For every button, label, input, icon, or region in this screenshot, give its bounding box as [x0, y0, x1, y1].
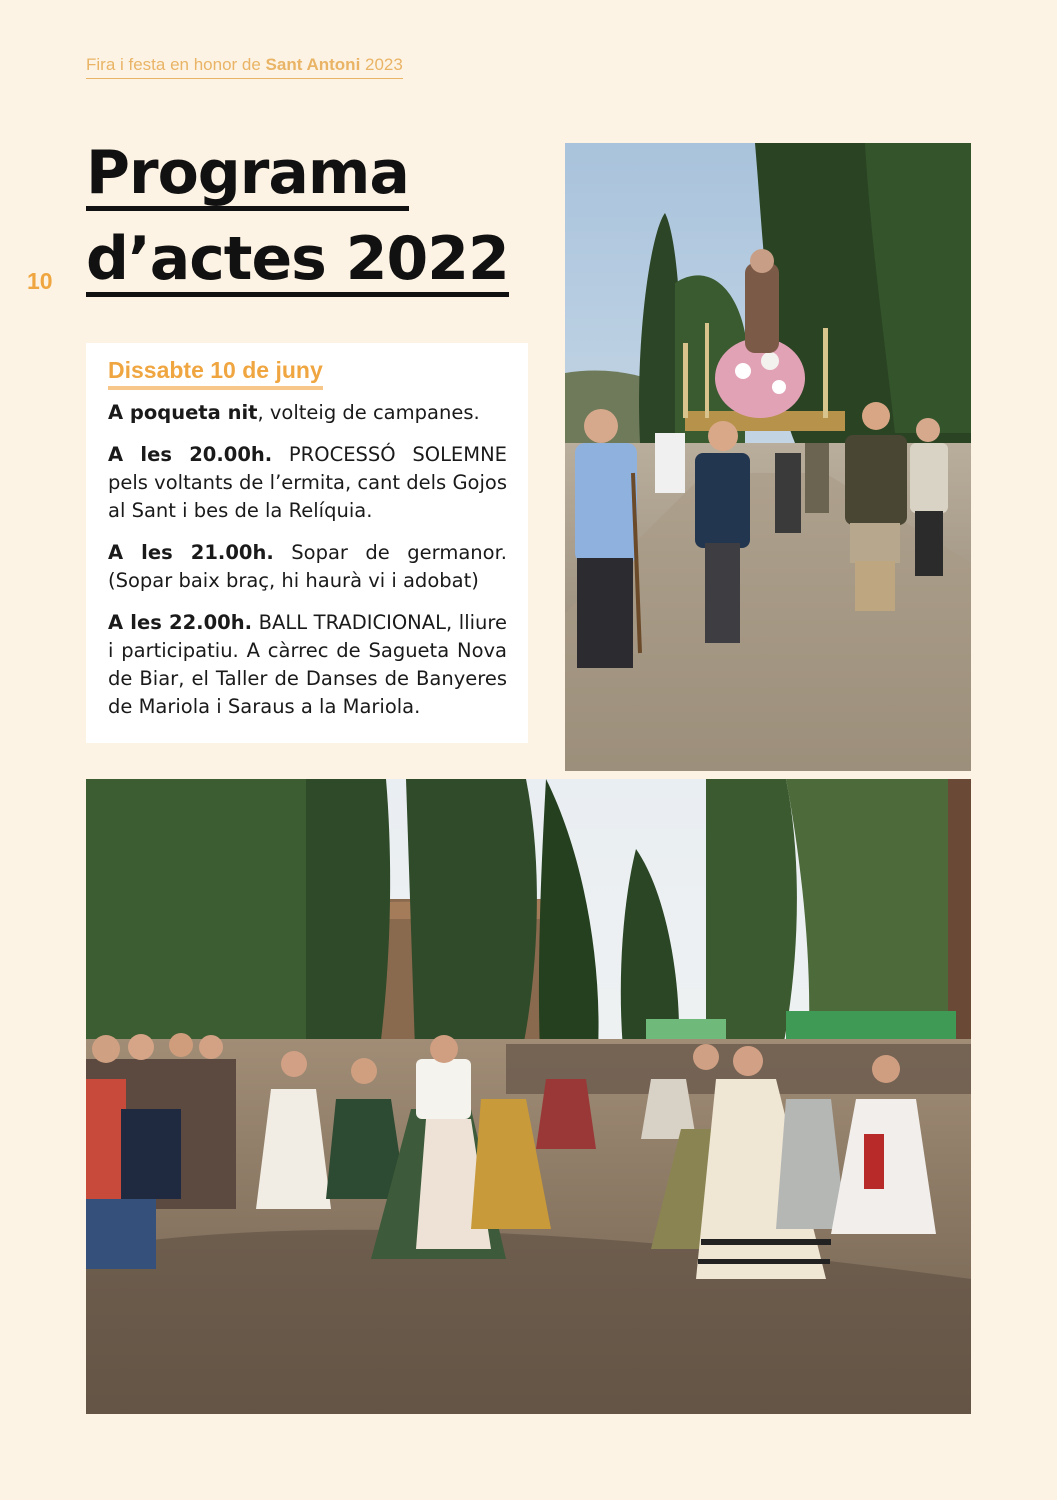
event-time: A les 22.00h.: [108, 611, 252, 634]
event-time: A les 20.00h.: [108, 443, 273, 466]
day-heading: Dissabte 10 de juny: [108, 357, 323, 390]
event-text: Sopar de germanor. (Sopar baix braç, hi haurà vi i adobat): [108, 541, 507, 592]
event-text: PROCESSÓ SOLEMNE pels voltants de l’ermita, cant dels Gojos al Sant i bes de la Relíquia.: [108, 443, 507, 522]
dance-photo-illustration: [86, 779, 971, 1414]
event-time: A poqueta nit: [108, 401, 258, 424]
page-title: [86, 134, 509, 306]
event-text: BALL TRADICIONAL, lliure i participatiu. A càrrec de Sagueta Nova de Biar, el Taller de Danses de Banyeres de Mariola i Saraus a la Mariola.: [108, 611, 507, 718]
procession-photo-illustration: [565, 143, 971, 771]
event-item: [108, 399, 507, 427]
title-line-2: d’actes 2022: [86, 228, 509, 297]
procession-photo: [565, 143, 971, 771]
title-line-1: Programa: [86, 142, 409, 211]
event-item: [108, 609, 507, 721]
header-prefix: Fira i festa en honor de: [86, 55, 266, 74]
event-text: , volteig de campanes.: [257, 401, 480, 424]
page-number: 10: [27, 268, 53, 294]
event-time: A les 21.00h.: [108, 541, 274, 564]
event-item: [108, 539, 507, 595]
header-highlight: Sant Antoni: [265, 55, 361, 74]
header-suffix: 2023: [360, 55, 403, 74]
dance-photo: [86, 779, 971, 1414]
program-box: [86, 343, 528, 743]
event-item: [108, 441, 507, 525]
running-header: [86, 55, 403, 79]
